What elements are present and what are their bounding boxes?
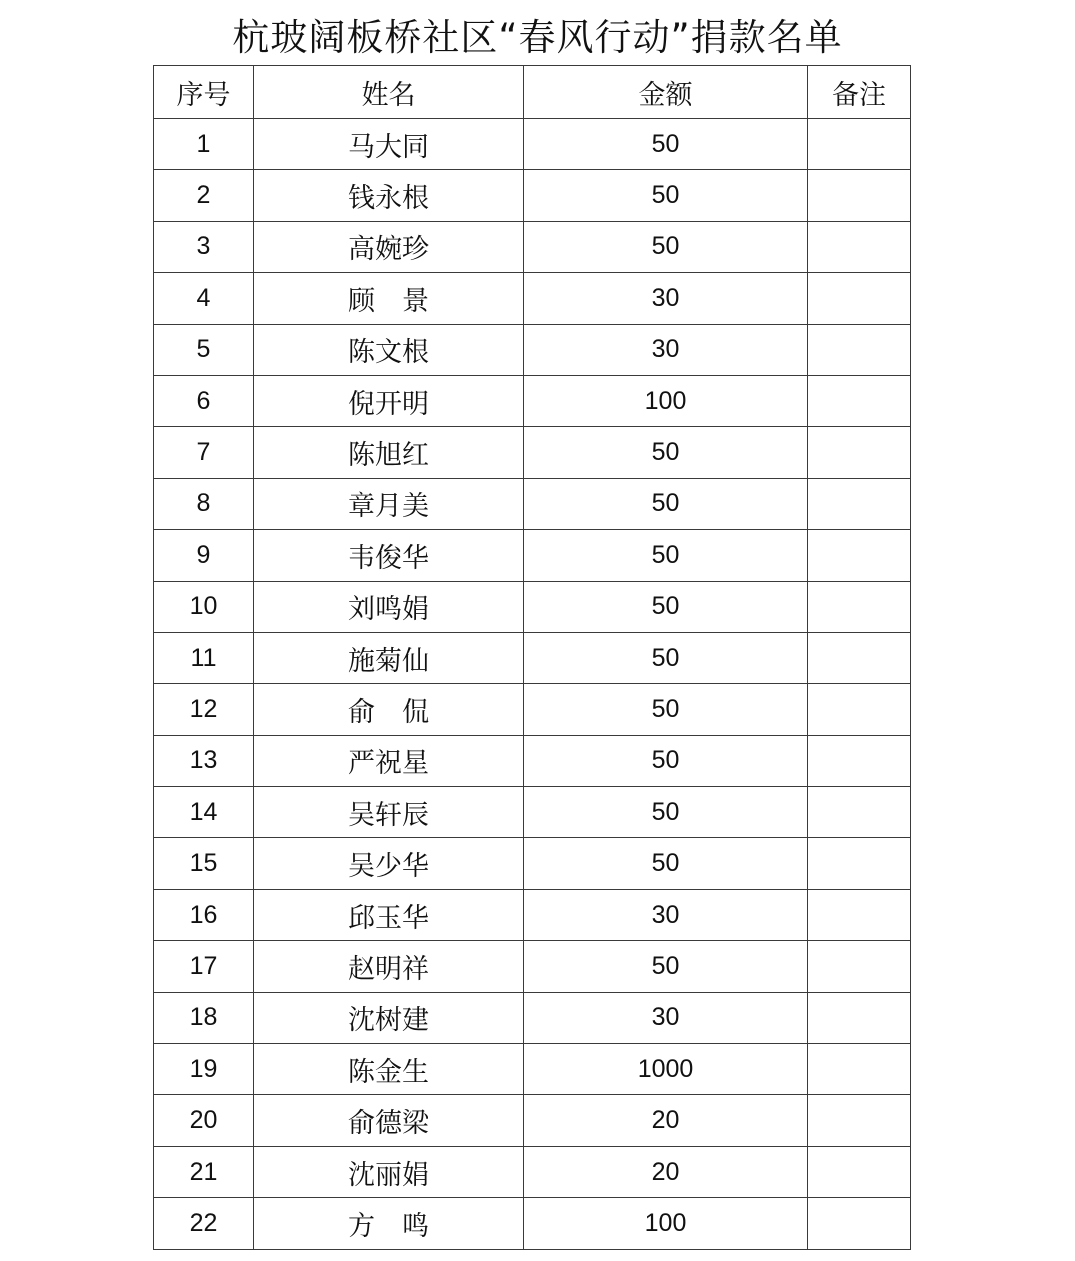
index-cell: 3 xyxy=(154,221,254,272)
table-row xyxy=(154,581,911,632)
amount-cell: 50 xyxy=(524,941,808,992)
table-row xyxy=(154,787,911,838)
amount-cell: 50 xyxy=(524,684,808,735)
table-row xyxy=(154,889,911,940)
name-cell: 陈文根 xyxy=(254,324,524,375)
name-cell: 施菊仙 xyxy=(254,632,524,683)
name-cell: 刘鸣娟 xyxy=(254,581,524,632)
index-cell: 19 xyxy=(154,1044,254,1095)
table-row xyxy=(154,992,911,1043)
table-row xyxy=(154,1044,911,1095)
note-cell xyxy=(808,427,911,478)
name-cell: 严祝星 xyxy=(254,735,524,786)
table-row xyxy=(154,221,911,272)
name-cell: 陈金生 xyxy=(254,1044,524,1095)
note-cell xyxy=(808,684,911,735)
table-header xyxy=(154,66,911,119)
amount-cell: 30 xyxy=(524,889,808,940)
note-cell xyxy=(808,992,911,1043)
amount-cell: 1000 xyxy=(524,1044,808,1095)
name-cell: 赵明祥 xyxy=(254,941,524,992)
name-cell: 章月美 xyxy=(254,478,524,529)
note-cell xyxy=(808,375,911,426)
table-row xyxy=(154,941,911,992)
note-cell xyxy=(808,221,911,272)
table-row xyxy=(154,735,911,786)
name-cell: 顾 景 xyxy=(254,273,524,324)
amount-cell: 100 xyxy=(524,375,808,426)
amount-cell: 100 xyxy=(524,1198,808,1249)
index-cell: 14 xyxy=(154,787,254,838)
note-cell xyxy=(808,1146,911,1197)
name-cell: 吴轩辰 xyxy=(254,787,524,838)
name-cell: 邱玉华 xyxy=(254,889,524,940)
amount-cell: 50 xyxy=(524,427,808,478)
amount-cell: 30 xyxy=(524,324,808,375)
amount-cell: 50 xyxy=(524,478,808,529)
amount-cell: 20 xyxy=(524,1146,808,1197)
name-cell: 钱永根 xyxy=(254,170,524,221)
note-cell xyxy=(808,1044,911,1095)
index-cell: 10 xyxy=(154,581,254,632)
note-cell xyxy=(808,581,911,632)
amount-cell: 20 xyxy=(524,1095,808,1146)
index-cell: 8 xyxy=(154,478,254,529)
name-cell: 倪开明 xyxy=(254,375,524,426)
name-cell: 俞德梁 xyxy=(254,1095,524,1146)
index-cell: 13 xyxy=(154,735,254,786)
index-cell: 12 xyxy=(154,684,254,735)
table-row xyxy=(154,684,911,735)
index-cell: 5 xyxy=(154,324,254,375)
index-cell: 6 xyxy=(154,375,254,426)
header-note: 备注 xyxy=(808,66,911,119)
amount-cell: 30 xyxy=(524,992,808,1043)
header-amount: 金额 xyxy=(524,66,808,119)
table-row xyxy=(154,375,911,426)
table-body xyxy=(154,119,911,1250)
table-row xyxy=(154,1198,911,1249)
index-cell: 7 xyxy=(154,427,254,478)
amount-cell: 50 xyxy=(524,119,808,170)
note-cell xyxy=(808,735,911,786)
index-cell: 20 xyxy=(154,1095,254,1146)
note-cell xyxy=(808,1198,911,1249)
index-cell: 18 xyxy=(154,992,254,1043)
table-row xyxy=(154,427,911,478)
amount-cell: 50 xyxy=(524,735,808,786)
amount-cell: 50 xyxy=(524,632,808,683)
note-cell xyxy=(808,1095,911,1146)
index-cell: 2 xyxy=(154,170,254,221)
amount-cell: 50 xyxy=(524,530,808,581)
table-row xyxy=(154,324,911,375)
index-cell: 16 xyxy=(154,889,254,940)
table-row xyxy=(154,838,911,889)
note-cell xyxy=(808,478,911,529)
table-row xyxy=(154,1146,911,1197)
name-cell: 陈旭红 xyxy=(254,427,524,478)
note-cell xyxy=(808,632,911,683)
index-cell: 15 xyxy=(154,838,254,889)
index-cell: 9 xyxy=(154,530,254,581)
header-index: 序号 xyxy=(154,66,254,119)
note-cell xyxy=(808,787,911,838)
amount-cell: 50 xyxy=(524,581,808,632)
table-row xyxy=(154,1095,911,1146)
note-cell xyxy=(808,941,911,992)
table-row xyxy=(154,170,911,221)
name-cell: 高婉珍 xyxy=(254,221,524,272)
index-cell: 22 xyxy=(154,1198,254,1249)
index-cell: 1 xyxy=(154,119,254,170)
note-cell xyxy=(808,530,911,581)
table-row xyxy=(154,273,911,324)
page-title: 杭玻阔板桥社区“春风行动”捐款名单 xyxy=(232,16,843,59)
name-cell: 沈丽娟 xyxy=(254,1146,524,1197)
name-cell: 方 鸣 xyxy=(254,1198,524,1249)
index-cell: 21 xyxy=(154,1146,254,1197)
header-name: 姓名 xyxy=(254,66,524,119)
index-cell: 11 xyxy=(154,632,254,683)
table-row xyxy=(154,119,911,170)
name-cell: 俞 侃 xyxy=(254,684,524,735)
name-cell: 马大同 xyxy=(254,119,524,170)
table-row xyxy=(154,478,911,529)
amount-cell: 50 xyxy=(524,221,808,272)
name-cell: 沈树建 xyxy=(254,992,524,1043)
amount-cell: 50 xyxy=(524,787,808,838)
name-cell: 韦俊华 xyxy=(254,530,524,581)
amount-cell: 50 xyxy=(524,838,808,889)
amount-cell: 50 xyxy=(524,170,808,221)
name-cell: 吴少华 xyxy=(254,838,524,889)
note-cell xyxy=(808,170,911,221)
note-cell xyxy=(808,119,911,170)
note-cell xyxy=(808,889,911,940)
note-cell xyxy=(808,273,911,324)
table-row xyxy=(154,632,911,683)
amount-cell: 30 xyxy=(524,273,808,324)
note-cell xyxy=(808,324,911,375)
index-cell: 4 xyxy=(154,273,254,324)
header-row xyxy=(154,66,911,119)
note-cell xyxy=(808,838,911,889)
donation-table xyxy=(153,65,911,1250)
table-row xyxy=(154,530,911,581)
index-cell: 17 xyxy=(154,941,254,992)
